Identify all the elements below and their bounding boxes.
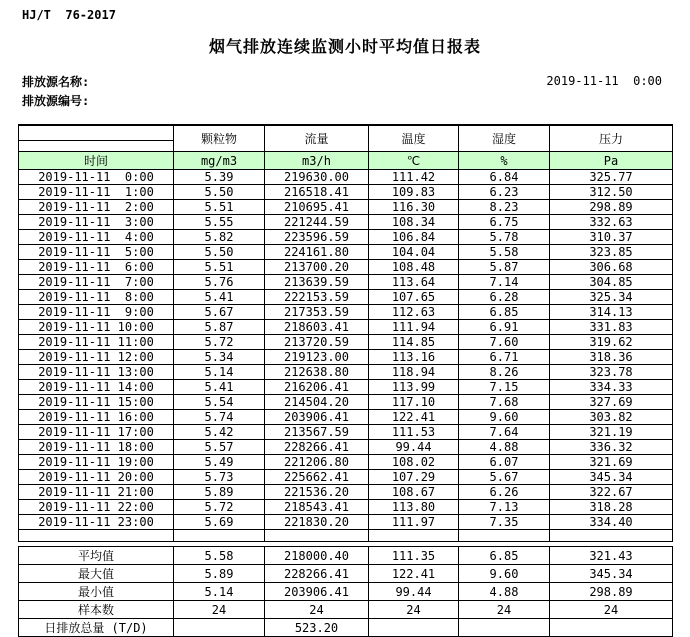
value-cell: 298.89 (550, 583, 673, 601)
table-row (19, 290, 673, 305)
value-cell: 6.85 (459, 305, 550, 320)
value-cell: 7.64 (459, 425, 550, 440)
time-cell: 2019-11-11 3:00 (19, 215, 174, 230)
time-header-bottom-cell (19, 141, 174, 152)
col-header-particulate: 颗粒物 (174, 125, 265, 152)
value-cell: 213567.59 (265, 425, 369, 440)
value-cell: 5.82 (174, 230, 265, 245)
table-row (19, 260, 673, 275)
value-cell: 223596.59 (265, 230, 369, 245)
summary-row (19, 601, 673, 619)
value-cell: 213720.59 (265, 335, 369, 350)
value-cell: 5.50 (174, 245, 265, 260)
value-cell: 6.23 (459, 185, 550, 200)
value-cell: 203906.41 (265, 410, 369, 425)
table-row (19, 365, 673, 380)
value-cell: 321.19 (550, 425, 673, 440)
value-cell: 5.73 (174, 470, 265, 485)
value-cell: 111.42 (369, 170, 459, 185)
value-cell: 5.49 (174, 455, 265, 470)
value-cell: 312.50 (550, 185, 673, 200)
summary-label-cell: 最大值 (19, 565, 174, 583)
time-header-top-cell (19, 125, 174, 141)
value-cell: 108.34 (369, 215, 459, 230)
time-cell: 2019-11-11 1:00 (19, 185, 174, 200)
value-cell: 217353.59 (265, 305, 369, 320)
value-cell: 5.57 (174, 440, 265, 455)
value-cell: 5.89 (174, 485, 265, 500)
col-header-flow: 流量 (265, 125, 369, 152)
value-cell: 7.60 (459, 335, 550, 350)
time-cell: 2019-11-11 7:00 (19, 275, 174, 290)
time-cell: 2019-11-11 2:00 (19, 200, 174, 215)
value-cell (550, 530, 673, 542)
table-row (19, 410, 673, 425)
data-rows (19, 170, 673, 637)
table-row (19, 230, 673, 245)
value-cell: 99.44 (369, 440, 459, 455)
unit-temperature: ℃ (369, 152, 459, 170)
value-cell: 332.63 (550, 215, 673, 230)
value-cell: 8.23 (459, 200, 550, 215)
value-cell: 5.89 (174, 565, 265, 583)
table-row (19, 440, 673, 455)
value-cell: 6.28 (459, 290, 550, 305)
value-cell: 108.67 (369, 485, 459, 500)
value-cell: 5.76 (174, 275, 265, 290)
summary-row (19, 565, 673, 583)
time-cell: 2019-11-11 13:00 (19, 365, 174, 380)
time-cell: 2019-11-11 5:00 (19, 245, 174, 260)
time-cell: 2019-11-11 4:00 (19, 230, 174, 245)
value-cell: 213639.59 (265, 275, 369, 290)
value-cell: 306.68 (550, 260, 673, 275)
value-cell: 304.85 (550, 275, 673, 290)
value-cell: 113.16 (369, 350, 459, 365)
value-cell: 7.13 (459, 500, 550, 515)
value-cell: 114.85 (369, 335, 459, 350)
table-row (19, 425, 673, 440)
time-cell: 2019-11-11 22:00 (19, 500, 174, 515)
value-cell: 218543.41 (265, 500, 369, 515)
value-cell: 111.35 (369, 547, 459, 565)
value-cell: 9.60 (459, 410, 550, 425)
value-cell (174, 530, 265, 542)
value-cell: 5.51 (174, 200, 265, 215)
value-cell: 5.58 (459, 245, 550, 260)
value-cell: 5.39 (174, 170, 265, 185)
summary-label-cell: 平均值 (19, 547, 174, 565)
value-cell: 5.67 (174, 305, 265, 320)
value-cell: 122.41 (369, 410, 459, 425)
value-cell: 221244.59 (265, 215, 369, 230)
page-title: 烟气排放连续监测小时平均值日报表 (208, 37, 481, 56)
value-cell: 319.62 (550, 335, 673, 350)
summary-label-cell: 最小值 (19, 583, 174, 601)
value-cell: 7.68 (459, 395, 550, 410)
time-cell: 2019-11-11 18:00 (19, 440, 174, 455)
value-cell: 303.82 (550, 410, 673, 425)
value-cell: 325.34 (550, 290, 673, 305)
table-row (19, 350, 673, 365)
value-cell: 212638.80 (265, 365, 369, 380)
value-cell: 5.50 (174, 185, 265, 200)
table-row (19, 320, 673, 335)
unit-particulate: mg/m3 (174, 152, 265, 170)
value-cell: 228266.41 (265, 440, 369, 455)
unit-header-row (19, 152, 673, 170)
value-cell: 5.74 (174, 410, 265, 425)
value-cell: 221206.80 (265, 455, 369, 470)
value-cell: 327.69 (550, 395, 673, 410)
value-cell: 99.44 (369, 583, 459, 601)
table-row (19, 485, 673, 500)
value-cell: 113.64 (369, 275, 459, 290)
value-cell: 310.37 (550, 230, 673, 245)
value-cell: 122.41 (369, 565, 459, 583)
time-cell: 2019-11-11 10:00 (19, 320, 174, 335)
value-cell: 314.13 (550, 305, 673, 320)
value-cell: 5.14 (174, 365, 265, 380)
report-datetime: 2019-11-11 0:00 (546, 74, 662, 88)
value-cell: 5.87 (459, 260, 550, 275)
value-cell: 323.85 (550, 245, 673, 260)
table-row (19, 395, 673, 410)
value-cell: 24 (174, 601, 265, 619)
value-cell: 5.41 (174, 380, 265, 395)
summary-row (19, 583, 673, 601)
value-cell: 318.36 (550, 350, 673, 365)
value-cell (265, 530, 369, 542)
value-cell: 118.94 (369, 365, 459, 380)
value-cell (459, 530, 550, 542)
value-cell: 113.80 (369, 500, 459, 515)
value-cell: 4.88 (459, 440, 550, 455)
source-labels (22, 73, 89, 111)
time-header: 时间 (19, 152, 174, 170)
value-cell: 218000.40 (265, 547, 369, 565)
table-row (19, 470, 673, 485)
value-cell (369, 530, 459, 542)
table-row (19, 500, 673, 515)
time-cell: 2019-11-11 15:00 (19, 395, 174, 410)
value-cell: 221830.20 (265, 515, 369, 530)
value-cell: 334.40 (550, 515, 673, 530)
table-row (19, 215, 673, 230)
value-cell: 104.04 (369, 245, 459, 260)
col-header-temperature: 温度 (369, 125, 459, 152)
value-cell: 5.78 (459, 230, 550, 245)
value-cell: 7.14 (459, 275, 550, 290)
time-cell: 2019-11-11 16:00 (19, 410, 174, 425)
summary-row (19, 547, 673, 565)
value-cell: 5.51 (174, 260, 265, 275)
time-cell: 2019-11-11 19:00 (19, 455, 174, 470)
time-cell: 2019-11-11 23:00 (19, 515, 174, 530)
value-cell: 224161.80 (265, 245, 369, 260)
unit-flow: m3/h (265, 152, 369, 170)
source-id-label: 排放源编号: (22, 94, 90, 108)
time-cell: 2019-11-11 17:00 (19, 425, 174, 440)
value-cell: 322.67 (550, 485, 673, 500)
value-cell: 214504.20 (265, 395, 369, 410)
value-cell: 109.83 (369, 185, 459, 200)
time-cell: 2019-11-11 0:00 (19, 170, 174, 185)
value-cell: 116.30 (369, 200, 459, 215)
value-cell: 325.77 (550, 170, 673, 185)
table-row (19, 170, 673, 185)
value-cell: 113.99 (369, 380, 459, 395)
value-cell: 5.14 (174, 583, 265, 601)
value-cell: 203906.41 (265, 583, 369, 601)
value-cell: 106.84 (369, 230, 459, 245)
value-cell: 345.34 (550, 565, 673, 583)
value-cell: 345.34 (550, 470, 673, 485)
value-cell: 331.83 (550, 320, 673, 335)
value-cell: 222153.59 (265, 290, 369, 305)
value-cell: 5.67 (459, 470, 550, 485)
value-cell: 24 (369, 601, 459, 619)
value-cell: 108.02 (369, 455, 459, 470)
table-row (19, 380, 673, 395)
value-cell: 6.71 (459, 350, 550, 365)
value-cell: 219123.00 (265, 350, 369, 365)
value-cell: 213700.20 (265, 260, 369, 275)
source-name-label: 排放源名称: (22, 75, 90, 89)
value-cell: 216206.41 (265, 380, 369, 395)
value-cell: 334.33 (550, 380, 673, 395)
report-table (18, 124, 673, 637)
value-cell: 5.41 (174, 290, 265, 305)
value-cell: 5.72 (174, 335, 265, 350)
time-cell: 2019-11-11 6:00 (19, 260, 174, 275)
value-cell: 4.88 (459, 583, 550, 601)
time-cell: 2019-11-11 9:00 (19, 305, 174, 320)
value-cell: 221536.20 (265, 485, 369, 500)
value-cell: 5.55 (174, 215, 265, 230)
table-row (19, 275, 673, 290)
value-cell: 24 (265, 601, 369, 619)
value-cell: 6.75 (459, 215, 550, 230)
table-row (19, 335, 673, 350)
value-cell: 228266.41 (265, 565, 369, 583)
value-cell: 5.87 (174, 320, 265, 335)
value-cell: 323.78 (550, 365, 673, 380)
value-cell: 6.84 (459, 170, 550, 185)
value-cell: 219630.00 (265, 170, 369, 185)
time-cell (19, 530, 174, 542)
value-cell: 5.58 (174, 547, 265, 565)
table-row (19, 455, 673, 470)
value-cell: 5.72 (174, 500, 265, 515)
table-row (19, 185, 673, 200)
value-cell: 111.53 (369, 425, 459, 440)
time-cell: 2019-11-11 12:00 (19, 350, 174, 365)
value-cell: 9.60 (459, 565, 550, 583)
value-cell: 8.26 (459, 365, 550, 380)
value-cell: 5.69 (174, 515, 265, 530)
table-row (19, 200, 673, 215)
value-cell: 298.89 (550, 200, 673, 215)
value-cell: 107.29 (369, 470, 459, 485)
unit-humidity: % (459, 152, 550, 170)
value-cell: 6.07 (459, 455, 550, 470)
value-cell: 225662.41 (265, 470, 369, 485)
table-row (19, 245, 673, 260)
table-row (19, 515, 673, 530)
value-cell: 111.94 (369, 320, 459, 335)
standard-code: HJ/T 76-2017 (22, 8, 116, 22)
time-cell: 2019-11-11 8:00 (19, 290, 174, 305)
time-cell: 2019-11-11 14:00 (19, 380, 174, 395)
value-cell: 6.26 (459, 485, 550, 500)
value-cell: 107.65 (369, 290, 459, 305)
col-header-humidity: 湿度 (459, 125, 550, 152)
report-meta (22, 73, 662, 111)
value-cell: 6.91 (459, 320, 550, 335)
value-cell: 336.32 (550, 440, 673, 455)
summary-label-cell: 日排放总量 (T/D) (19, 619, 174, 637)
value-cell: 6.85 (459, 547, 550, 565)
value-cell: 111.97 (369, 515, 459, 530)
value-cell: 218603.41 (265, 320, 369, 335)
value-cell: 321.69 (550, 455, 673, 470)
value-cell: 5.54 (174, 395, 265, 410)
time-cell: 2019-11-11 20:00 (19, 470, 174, 485)
value-cell: 7.35 (459, 515, 550, 530)
value-cell: 210695.41 (265, 200, 369, 215)
table-row (19, 305, 673, 320)
value-cell: 321.43 (550, 547, 673, 565)
blank-row (19, 530, 673, 542)
value-cell: 5.34 (174, 350, 265, 365)
value-cell: 7.15 (459, 380, 550, 395)
summary-label-cell: 样本数 (19, 601, 174, 619)
report-page (0, 8, 690, 637)
col-header-pressure: 压力 (550, 125, 673, 152)
table-header-row (19, 125, 673, 141)
value-cell: 5.42 (174, 425, 265, 440)
value-cell: 112.63 (369, 305, 459, 320)
value-cell: 117.10 (369, 395, 459, 410)
value-cell: 24 (459, 601, 550, 619)
time-cell: 2019-11-11 11:00 (19, 335, 174, 350)
value-cell: 523.20 (265, 619, 369, 637)
value-cell: 24 (550, 601, 673, 619)
value-cell: 318.28 (550, 500, 673, 515)
unit-pressure: Pa (550, 152, 673, 170)
value-cell: 216518.41 (265, 185, 369, 200)
value-cell: 108.48 (369, 260, 459, 275)
time-cell: 2019-11-11 21:00 (19, 485, 174, 500)
